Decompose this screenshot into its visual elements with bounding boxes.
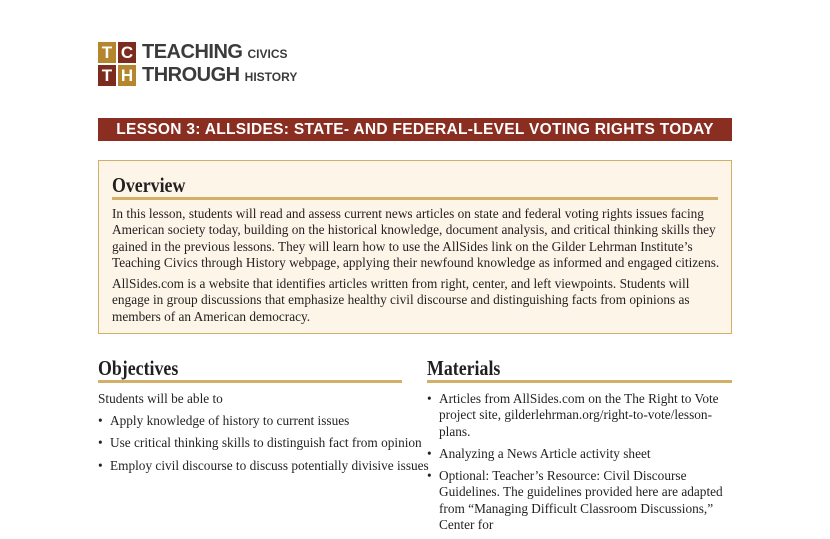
logo-tile: T <box>98 65 116 86</box>
logo-word: TEACHING <box>142 41 243 63</box>
materials-list <box>427 391 737 539</box>
objectives-divider <box>98 380 402 383</box>
logo-word-small: HISTORY <box>244 70 298 84</box>
logo-tile: T <box>98 42 116 63</box>
list-item: • Use critical thinking skills to distinguish fact from opinion <box>98 435 408 451</box>
logo-line-2 <box>142 64 297 87</box>
logo-tile: H <box>118 65 136 86</box>
overview-paragraph: In this lesson, students will read and assess current news articles on state and federal voting rights issues facing American society today, building on the historical knowledge, document analysis, and critical thinking skills they gained in the previous lessons. They will learn how to use the AllSides link on the Gilder Lehrman Institute’s Teaching Civics through History webpage, applying their newfound knowledge as informed and engaged citizens. <box>112 206 720 270</box>
materials-heading: Materials <box>427 356 501 380</box>
list-item: • Optional: Teacher’s Resource: Civil Discourse Guidelines. The guidelines provided here are adapted from “Managing Difficult Classroom Discussions,” Center for <box>427 468 737 533</box>
list-item: • Articles from AllSides.com on the The Right to Vote project site, gilderlehrman.org/right-to-vote/lesson-plans. <box>427 391 737 440</box>
list-item: • Analyzing a News Article activity sheet <box>427 446 737 462</box>
logo-word: THROUGH <box>142 64 240 86</box>
materials-divider <box>427 380 732 383</box>
logo-tile: C <box>118 42 136 63</box>
logo-tiles <box>98 42 136 86</box>
overview-paragraph: AllSides.com is a website that identifies articles written from right, center, and left viewpoints. Students will engage in group discussions that emphasize healthy civil discourse and distinguishing facts from opinions as members of an American democracy. <box>112 276 690 324</box>
overview-divider <box>112 197 718 200</box>
objectives-heading: Objectives <box>98 356 179 380</box>
list-item: • Apply knowledge of history to current issues <box>98 413 408 429</box>
list-item: • Employ civil discourse to discuss potentially divisive issues <box>98 458 408 474</box>
objectives-list <box>98 413 429 480</box>
overview-box <box>98 160 732 334</box>
logo-line-1 <box>142 41 288 64</box>
logo-word-small: CIVICS <box>247 47 288 61</box>
lesson-title-banner: LESSON 3: ALLSIDES: STATE- AND FEDERAL-LEVEL VOTING RIGHTS TODAY <box>98 118 732 141</box>
objectives-intro: Students will be able to <box>98 391 223 406</box>
overview-text <box>112 206 722 330</box>
overview-heading: Overview <box>112 173 186 197</box>
